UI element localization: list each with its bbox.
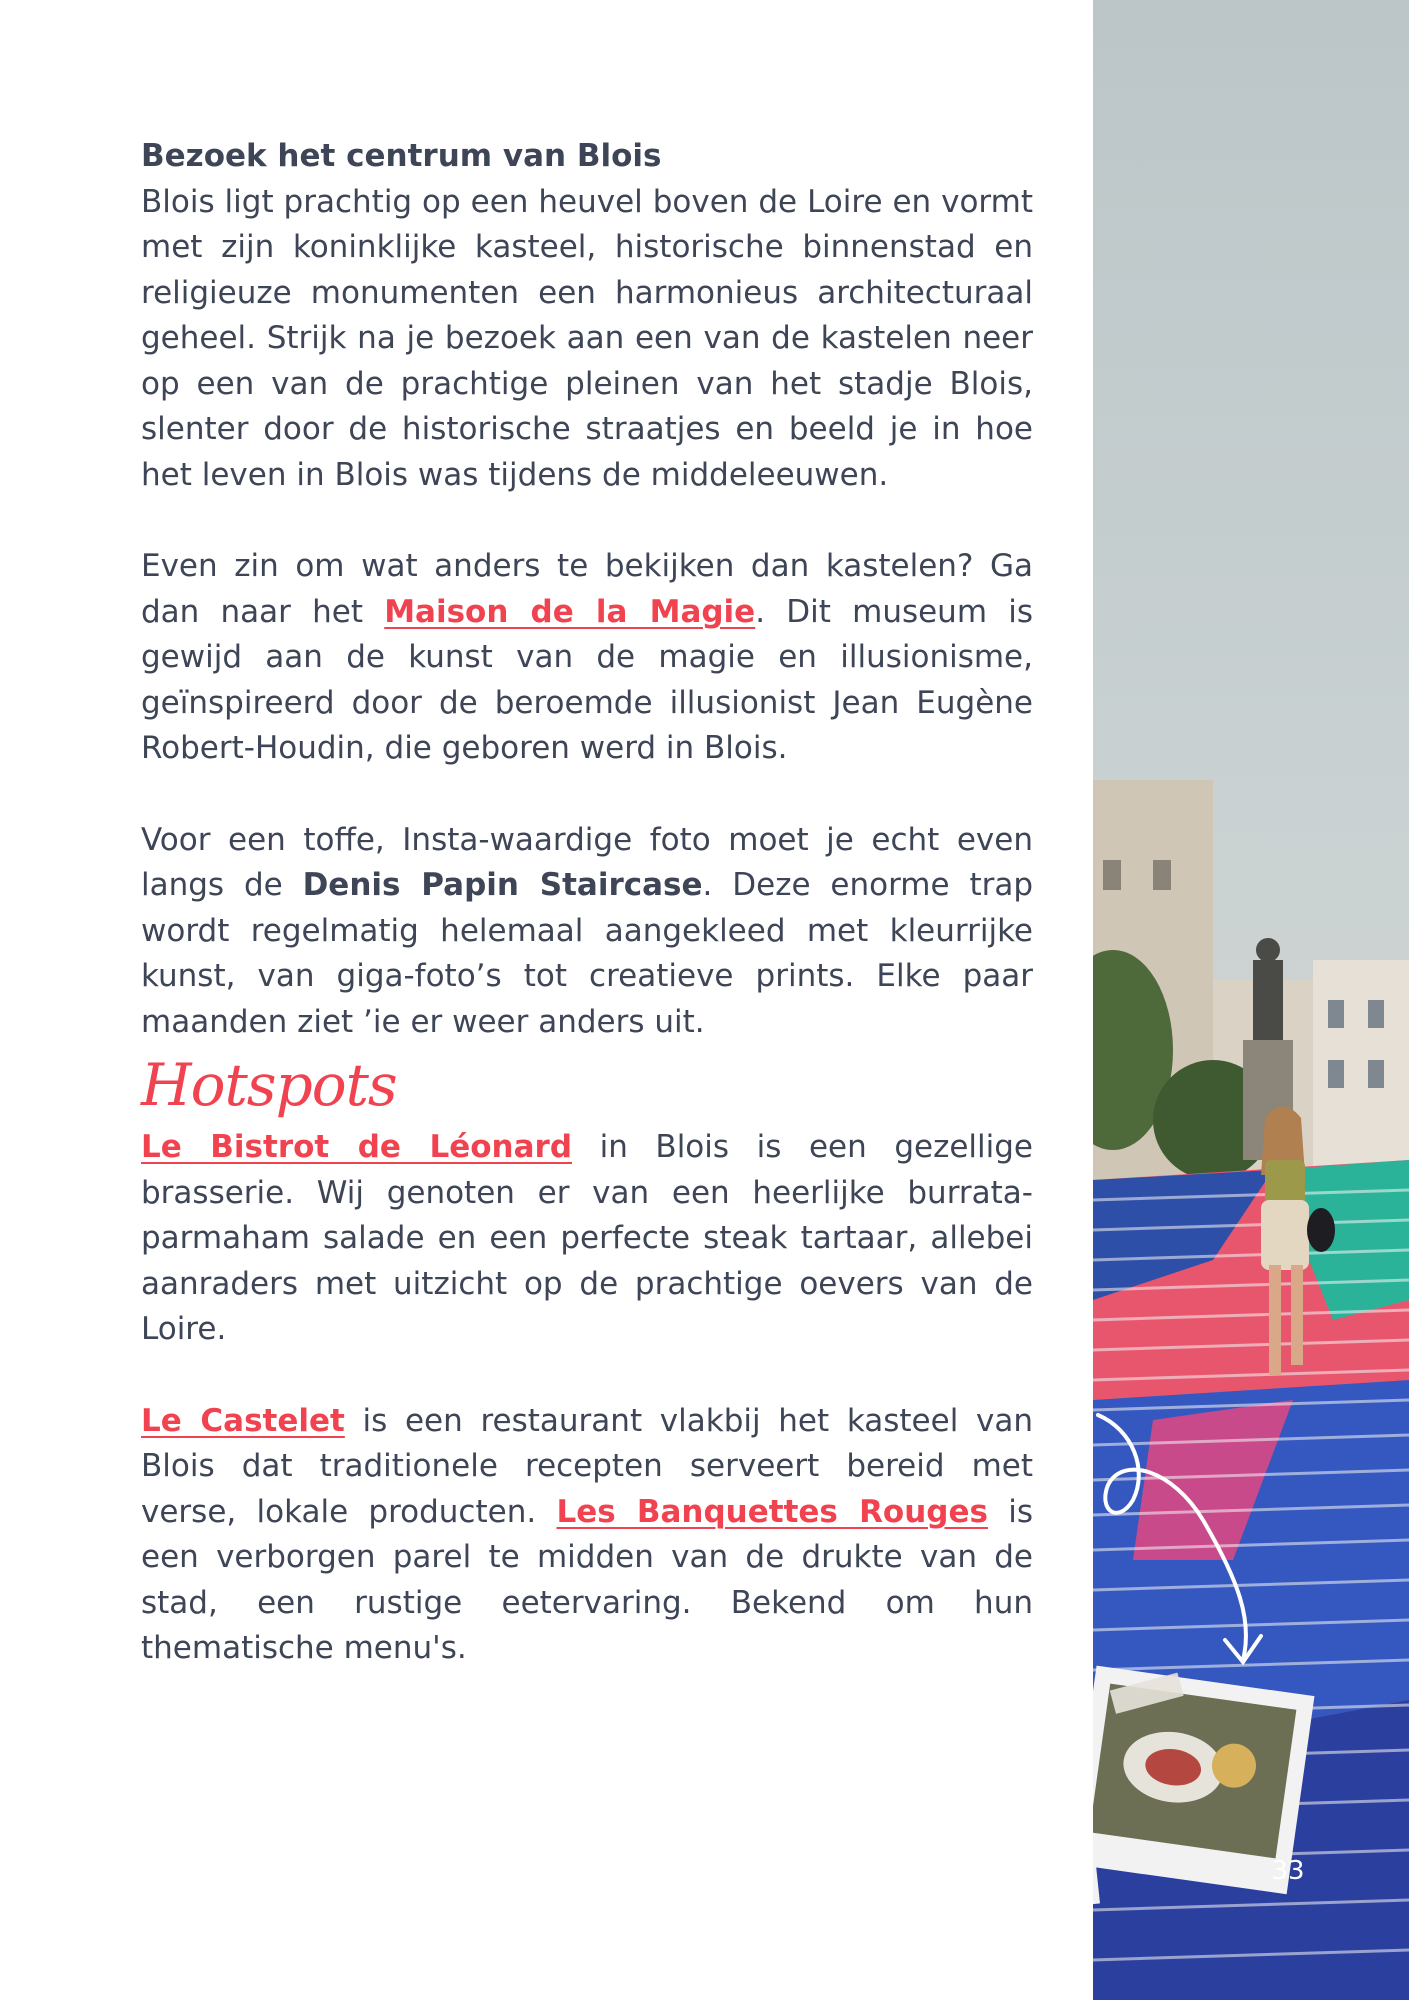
section-heading: Bezoek het centrum van Blois: [141, 138, 662, 174]
staircase-photo-illustration: [1093, 0, 1409, 2000]
text-span: . Deze enorme trap wordt regelmatig helemaal aangekleed met kleurrijke kunst, van giga-foto’s tot creatieve prints. Elke paar maanden ziet ’ie er weer anders uit.: [141, 867, 1034, 1040]
text-span: is een restaurant vlakbij het kasteel van Blois dat traditionele recepten serveert bereid met verse, lokale producten.: [141, 1402, 1033, 1530]
banquettes-rouges-link[interactable]: Les Banquettes Rouges: [556, 1493, 988, 1530]
paragraph-bistrot: [141, 1125, 1033, 1353]
le-castelet-link[interactable]: Le Castelet: [141, 1402, 345, 1439]
text-span: in Blois is een gezellige brasserie. Wij genoten er van een heerlijke burrata-parmaham salade en een perfecte steak tartaar, allebei aanraders met uitzicht op de prachtige oevers van de Loire.: [141, 1129, 1033, 1347]
paragraph-staircase: [141, 818, 1033, 1046]
article-text: [141, 134, 1033, 1672]
text-span: . Dit museum is gewijd aan de kunst van de magie en illusionisme, geïnspireerd door de beroemde illusionist Jean Eugène Robert-Houdin, die geboren werd in Blois.: [141, 593, 1033, 766]
paragraph-magie: [141, 544, 1033, 772]
paragraph-blois: Blois ligt prachtig op een heuvel boven de Loire en vormt met zijn koninklijke kasteel, historische binnenstad en religieuze monumenten een harmonieus architecturaal geheel. Strijk na je bezoek aan een van de kastelen neer op een van de prachtige pleinen van het stadje Blois, slenter door de historische straatjes en beeld je in hoe het leven in Blois was tijdens de middeleeuwen.: [141, 183, 1033, 493]
text-span: Even zin om wat anders te bekijken dan kastelen? Ga dan naar het: [141, 548, 1033, 630]
text-span: Voor een toffe, Insta-waardige foto moet je echt even langs de: [141, 821, 1033, 903]
bistrot-de-leonard-link[interactable]: Le Bistrot de Léonard: [141, 1129, 573, 1165]
page-number: 33: [1271, 1856, 1305, 1886]
denis-papin-staircase: Denis Papin Staircase: [302, 867, 703, 903]
text-span: is een verborgen parel te midden van de drukte van de stad, een rustige eetervaring. Bekend om hun thematische menu's.: [141, 1493, 1033, 1666]
staircase-photo: [1093, 0, 1409, 2000]
hotspots-heading: Hotspots: [141, 1051, 397, 1119]
maison-de-la-magie-link[interactable]: Maison de la Magie: [384, 593, 756, 630]
paragraph-castelet: [141, 1399, 1033, 1672]
